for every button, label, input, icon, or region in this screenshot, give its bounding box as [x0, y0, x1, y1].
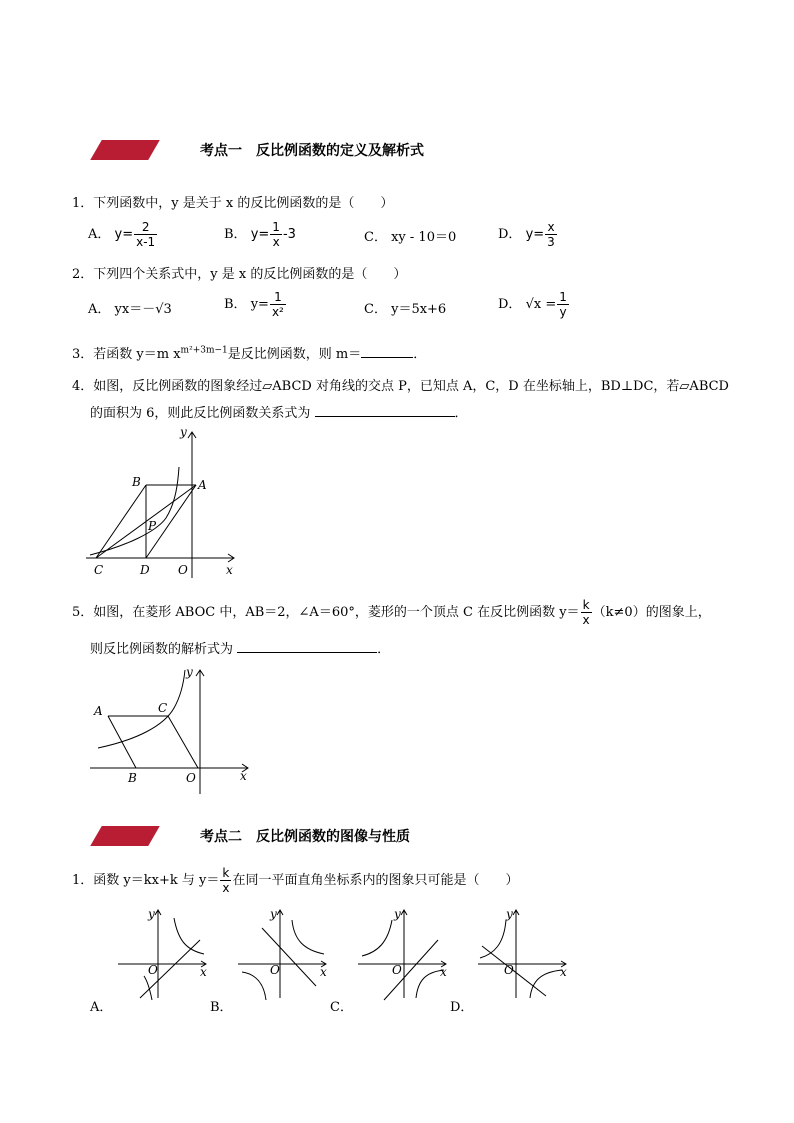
q5-label-O: O	[186, 771, 196, 785]
s2-option-b-label[interactable]: B．	[210, 1000, 233, 1015]
q1-stem: 1．下列函数中，y 是关于 x 的反比例函数的是（ ）	[72, 196, 394, 211]
svg-text:x: x	[320, 965, 327, 979]
q5-answer-blank[interactable]	[237, 652, 377, 653]
q5-label-y: y	[186, 665, 193, 679]
q4-answer-blank[interactable]	[315, 416, 455, 417]
q1-option-d: D． y= $\frac{x}{3}$	[498, 220, 555, 249]
svg-text:y: y	[506, 907, 513, 921]
q4-label-D: D	[140, 563, 150, 577]
s2-option-c-graph	[354, 906, 454, 1002]
q4-label-A: A	[198, 478, 207, 492]
s2-option-a-label[interactable]: A．	[90, 1000, 113, 1015]
q4-label-O: O	[178, 563, 188, 577]
q5-line2: 则反比例函数的解析式为 ．	[90, 642, 391, 657]
q1-option-b: B． y= $\frac{1}{x}$ -3	[224, 220, 296, 249]
q1-option-a: A． y= $\frac{2}{x-1}$	[88, 220, 156, 249]
s2-option-d-graph	[474, 906, 574, 1002]
q3-stem: 3．若函数 y＝m $x^{m^2+3m-1}$是反比例函数，则 m＝ ．	[72, 345, 427, 362]
q4-figure	[86, 422, 246, 582]
svg-text:x: x	[560, 965, 567, 979]
svg-text:x: x	[200, 965, 207, 979]
s2-q1-stem: 1．函数 y＝kx+k 与 y＝ $\frac{k}{x}$ 在同一平面直角坐标系内的图象只可能是（ ）	[72, 866, 519, 895]
q2-stem: 2．下列四个关系式中，y 是 x 的反比例函数的是（ ）	[72, 267, 407, 282]
q4-line2: 的面积为 6，则此反比例函数关系式为 ．	[90, 406, 468, 421]
section2-title: 考点二 反比例函数的图像与性质	[200, 829, 410, 845]
q2-option-a: A． yx＝－√3	[88, 302, 172, 317]
q4-label-x: x	[226, 563, 233, 577]
svg-text:O: O	[392, 963, 402, 977]
svg-text:O: O	[504, 963, 514, 977]
q5-label-A: A	[94, 704, 103, 718]
q5-line1: 5．如图，在菱形 ABOC 中，AB＝2，∠A＝60°，菱形的一个顶点 C 在反比例函数 y＝ $\frac{k}{x}$ （k≠0）的图象上，	[72, 598, 711, 627]
svg-text:O: O	[148, 963, 158, 977]
q4-label-y: y	[180, 425, 187, 439]
svg-text:y: y	[394, 907, 401, 921]
q2-option-d: D． √x = $\frac{1}{y}$	[498, 290, 567, 319]
q1-option-c: C． xy - 10＝0	[364, 230, 457, 245]
q5-figure	[86, 660, 256, 800]
q5-label-C: C	[158, 701, 168, 715]
s2-option-a-graph	[114, 906, 214, 1002]
q4-label-C: C	[94, 563, 104, 577]
q4-line1: 4．如图，反比例函数的图象经过▱ABCD 对角线的交点 P，已知点 A，C，D 在坐标轴上，BD⊥DC，若▱ABCD	[72, 379, 729, 394]
s2-option-c-label[interactable]: C．	[330, 1000, 353, 1015]
section2-banner	[90, 826, 160, 846]
q2-option-c: C． y＝5x+6	[364, 302, 447, 317]
q2-option-b: B． y= $\frac{1}{\text{x²}}$	[224, 290, 284, 319]
section1-banner	[90, 140, 160, 160]
svg-text:x: x	[440, 965, 447, 979]
q5-label-B: B	[128, 771, 137, 785]
q3-answer-blank[interactable]	[361, 357, 413, 358]
s2-option-d-label[interactable]: D．	[450, 1000, 474, 1015]
s2-option-b-graph	[234, 906, 334, 1002]
section1-title: 考点一 反比例函数的定义及解析式	[200, 143, 424, 159]
svg-text:y: y	[148, 907, 155, 921]
svg-text:O: O	[270, 963, 280, 977]
q4-label-B: B	[132, 475, 141, 489]
q4-label-P: P	[148, 519, 157, 533]
q5-label-x: x	[240, 769, 247, 783]
svg-text:y: y	[270, 907, 277, 921]
